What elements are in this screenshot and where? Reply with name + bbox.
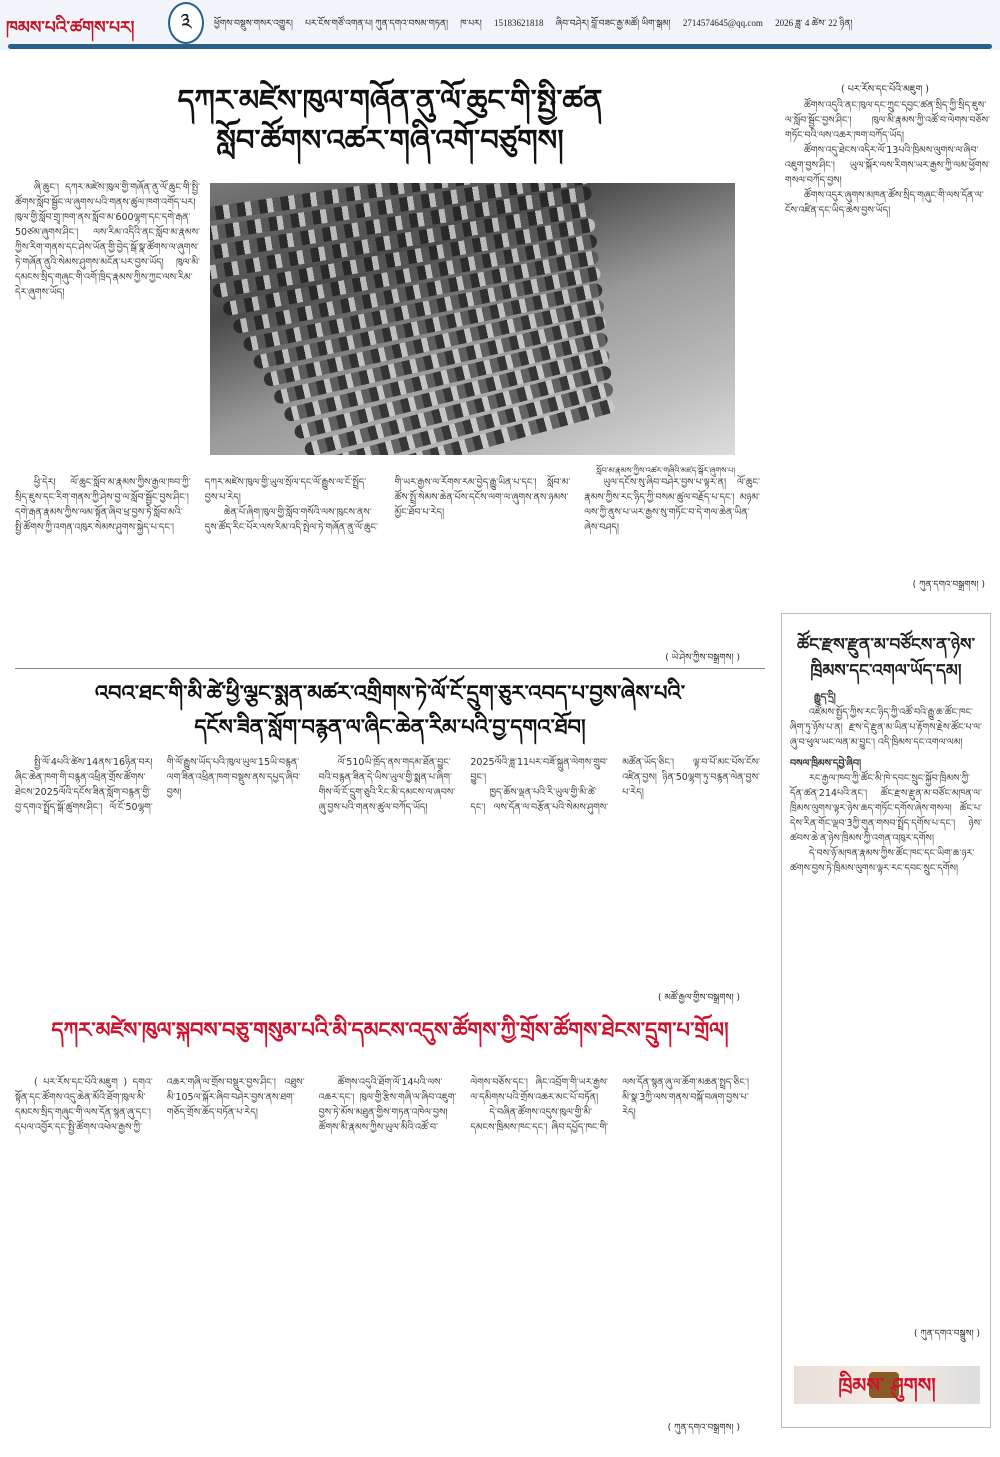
phone: 15183621818 bbox=[494, 18, 544, 28]
paragraph: ཆེན་པོ་ཞིག་ཁུལ་གྱི་སློབ་གསོའི་ལས་ཁུངས་ནས་དུས་ཚོད་རིང་པོར་ལས་རིམ་འདི་སྤེལ་ཏེ་གཞོན་ནུ་ལོ་ཆུང་གི་ཡར་རྒྱས་ལ་རོགས་རམ་བྱེད་རྒྱུ་ཡིན་པ་དང་། སློབ་མ་ཚོས་སྤྲོ་སེམས་ཆེན་པོས་དངོས་ལག་ལ་ཞུགས་ནས་ཉམས་མྱོང་ཐོབ་པ་རེད། bbox=[204, 477, 571, 533]
paragraph: ཚོགས་འདུར་ཞུགས་མཁན་ཚོས་སྲིད་གཞུང་གི་ལས་དོན་ལ་ངོས་འཛིན་དང་ཡིད་ཆེས་བྱས་ཡོད། bbox=[785, 190, 984, 216]
article3-body bbox=[15, 1075, 760, 1415]
paragraph: ལོ་510ཡི་ཁྲོད་ནས་གདམ་ཐོན་བྱུང་བའི་བརྙན་ཟིན་དེ་ཡིས་ཡུལ་གྱི་སྨན་པ་ཞིག་གིས་ལོ་ངོ་དྲུག་ཅུའི་རིང་མི་དམངས་ལ་ཞབས་ཞུ་བྱས་པའི་གནས་ཚུལ་བཀོད་ཡོད། 2025ལོའི་ཟླ་11པར་བཟོ་སྐྲུན་ལེགས་གྲུབ་བྱུང་། bbox=[318, 757, 608, 813]
answer-label: བསལ་ཁྲིམས་དབྱེ་ཞིབ། bbox=[790, 758, 862, 769]
sidebar-source: ( ཀུན་དགའ་བསྒྲགས། ) bbox=[912, 580, 985, 590]
sidebar-continued-label: ( པར་ཪོས་དང་པོའི་མཇུག ) bbox=[841, 84, 929, 95]
box-title bbox=[782, 632, 990, 684]
banner-text: ཁྲིམས་ ཤུགས། bbox=[838, 1373, 936, 1397]
box-source: ( ཀུན་དགའ་བསྒྲུས། ) bbox=[914, 1329, 980, 1339]
article1-source: ( ཡེ་ཤེས་ཀྱིས་བསྒྲགས། ) bbox=[665, 653, 740, 663]
students-photo bbox=[210, 183, 735, 455]
article3-headline: དཀར་མཛེས་ཁུལ་སྐབས་བཅུ་གསུམ་པའི་མི་དམངས་འདུས་ཚོགས་ཀྱི་གྲོས་ཚོགས་ཐེངས་དྲུག་པ་གྲོལ། bbox=[51, 1018, 729, 1042]
title-line: ཚོང་རྫས་རྫུན་མ་བཙོངས་ན་ཉེས་ bbox=[796, 635, 976, 655]
paragraph: ཞི་ཆུང་། དཀར་མཛེས་ཁུལ་གྱི་གཞོན་ནུ་ལོ་ཆུང་གི་སྤྱི་ཚོགས་སློབ་སྦྱོང་ལ་ཞུགས་པའི་གནས་ཚུལ་ཁག་འགོད་པར། ཁུལ་གྱི་སློབ་གྲྭ་ཁག་ནས་སློབ་མ་600ལྷག་དང་དགེ་རྒན་50ཙམ་ཞུགས་ཤིང་། ལས་རིམ་འདིའི་ནང་སློབ་མ་རྣམས་ཀྱིས་རིག་གནས་དང་ཤེས་ཡོན་གྱི་བྱེད་སྒོ་སྣ་ཚོགས་ལ་ཞུགས་ཏེ་གཞོན་ནུའི་སེམས་ཤུགས་མངོན་པར་བྱས་ཡོད། ཁུལ་མི་དམངས་སྲིད་གཞུང་གི་འགོ་ཁྲིད་རྣམས་ཀྱིས་ཀྱང་ལས་རིམ་དེར་ཞུགས་ཡོད། bbox=[15, 182, 200, 298]
newspaper-logo: ཁམས་པའི་ཚགས་པར། bbox=[6, 18, 135, 38]
article2-source: ( མཚོ་རྒྱལ་གྱིས་བསྒྲགས། ) bbox=[657, 993, 740, 1003]
editor-info: པར་ངོས་གཙོ་འགན་པ། ཀུན་དགའ་བསམ་གཏན། bbox=[305, 18, 448, 28]
paragraph: ཁྱད་ཆོས་ལྡན་པའི་རི་ཡུལ་གྱི་མི་ཚེ་དང་། ལས་དོན་ལ་བརྩོན་པའི་སེམས་ཤུགས་མཚོན་ཡོད་ཅིང་། ལྟ་བ་པོ་མང་པོས་ངོས་འཛིན་བྱས། ཉིན་50ལྷག་ཏུ་བརྙན་ལེན་བྱས་པ་རེད། bbox=[470, 757, 760, 813]
paragraph: དེ་བས་ཉོ་མཁན་རྣམས་ཀྱིས་ཚོང་ཁང་དང་ཡིག་ཆ་ཉར་ཚགས་བྱས་ཏེ་ཁྲིམས་ལུགས་ལྟར་རང་དབང་སྲུང་དགོས། bbox=[790, 848, 975, 874]
question-label: རྒྱུད་དྲི། bbox=[814, 692, 836, 703]
article1-headline bbox=[20, 80, 760, 160]
paragraph: ( པར་ཪོས་དང་པོའི་མཇུག ) དགའ་སྟོན་དང་ཚོགས་འདུ་ཆེན་མོའི་ཐོག་ཁུལ་མི་དམངས་སྲིད་གཞུང་གི་ལས་དོན་སྙན་ཞུ་དང་། དཔལ་འབྱོར་དང་སྤྱི་ཚོགས་འཕེལ་རྒྱས་ཀྱི་འཆར་གཞི་ལ་གྲོས་བསྡུར་བྱས་ཤིང་། འཐུས་མི་105ལ་སྐོར་ཞིབ་བཤེར་བྱས་ནས་ཐག་གཅོད་གྲོས་ཆོད་བཏོན་པ་རེད། bbox=[15, 1077, 305, 1133]
title-line: ཁྲིམས་དང་འགལ་ཡོད་དམ། bbox=[810, 661, 962, 681]
issue-date: 2026 ཟླ་ 4 ཚེས་ 22 ཉིན། bbox=[775, 18, 853, 28]
header-rule bbox=[8, 44, 992, 49]
headline-line: སློབ་ཚོགས་འཚར་གཞི་འགོ་བཙུགས། bbox=[216, 123, 564, 157]
page-number: ༣ bbox=[168, 2, 204, 44]
paragraph: ཚོགས་འདུ་ཐེངས་འདིར་ལོ་13པའི་ཁྲིམས་ལུགས་ལ་ཞིབ་འཇུག་བྱས་ཤིང་། ཡུལ་སྐོར་ལས་རིགས་ཡར་རྒྱས་ཀྱི་ལམ་ཕྱོགས་གསལ་བཀོད་བྱས། bbox=[785, 145, 990, 186]
header-meta bbox=[214, 14, 862, 39]
paragraph: རང་རྒྱལ་ཁབ་ཀྱི་ཚོང་མི་ཁེ་དབང་སྲུང་སྐྱོབ་ཁྲིམས་ཀྱི་དོན་ཚན་214པའི་ནང་། ཚོང་རྫས་རྫུན་མ་བཙོང་མཁན་ལ་ཁྲིམས་ལུགས་ལྟར་ཉེས་ཆད་གཏོང་དགོས་ཞེས་གསལ། ཚོང་པ་དེས་རིན་གོང་ལྡབ་3ཀྱི་གུན་གསབ་སྤྲོད་དགོས་པ་དང་། ཉེས་ཚབས་ཆེ་ན་ཉེས་ཁྲིམས་ཀྱི་འགན་འཁུར་དགོས། bbox=[790, 773, 982, 844]
phone-label: ཁ་པར། bbox=[460, 18, 482, 28]
paragraph: ཡུལ་དངོས་སུ་ཞིབ་བཤེར་བྱས་པ་ལྟར་ན། ལོ་ཆུང་རྣམས་ཀྱིས་རང་ཉིད་ཀྱི་བསམ་ཚུལ་བརྗོད་པ་དང་། མཉམ་ལས་ཀྱི་ནུས་པ་ཡར་རྒྱས་སུ་གཏོང་བ་དེ་གལ་ཆེན་ཡིན་ཞེས་བཤད། bbox=[584, 477, 760, 533]
paragraph: ཚོགས་འདུའི་ནང་ཁུལ་དང་ཀྲུང་དབྱང་ཚན་སྲིད་ཀྱི་སྲིད་ཇུས་ལ་སློབ་སྦྱོང་བྱས་ཤིང་། ཁུལ་མི་རྣམས་ཀྱི་འཚོ་བ་ལེགས་བཅོས་གཏོང་བའི་ལས་འཆར་ཁག་བཀོད་ཡོད། bbox=[785, 100, 990, 141]
paragraph: སྤྱི་ལོ་4པའི་ཚེས་14ནས་16ཉིན་བར། ཞིང་ཆེན་ཁག་གི་བརྙན་འཕྲིན་གྲོས་ཚོགས་ཐེངས་2025ལོའི་དངོས་ཟིན་སློག་བརྙན་གྱི་བྱ་དགའ་སྤྲོད་སྒོ་ཚུགས་ཤིང་། ལོ་ངོ་50ལྷག་གི་ལོ་རྒྱུས་ཡོད་པའི་ཁུལ་ཡུལ་15ཡི་བརྙན་ལག་ཟིན་འཕྲིན་ཁག་བསྡུས་ནས་དཔྱད་ཞིབ་བྱས། bbox=[15, 757, 301, 813]
paragraph: ཚོགས་འདུའི་ཐོག་ལོ་14པའི་ལས་འཆར་དང་། ཁུལ་གྱི་རྩིས་གཞི་ལ་ཞིབ་འཇུག་བྱས་ཏེ་མོས་མཐུན་གྱིས་གཏན་འཁེལ་བྱས། ཚོགས་མི་རྣམས་ཀྱིས་ཡུལ་མིའི་འཚོ་བ་ལེགས་བཅོས་དང་། ཞིང་འབྲོག་གི་ཡར་རྒྱས་ལ་དམིགས་པའི་གྲོས་འཆར་མང་པོ་བཏོན། bbox=[318, 1077, 609, 1133]
article1-lead bbox=[15, 180, 200, 460]
article1-body bbox=[15, 475, 760, 640]
headline-line: འབའ་ཐང་གི་མི་ཚེ་ཕྱི་ལྕང་སྨན་མཚར་འགྲིགས་ཏེ་ལོ་ངོ་དྲུག་ཅུར་འབད་པ་བྱས་ཞེས་པའི་ bbox=[94, 681, 686, 705]
legal-qa-box bbox=[781, 613, 991, 1428]
masthead-bar bbox=[0, 0, 1000, 50]
article2-body bbox=[15, 755, 760, 985]
headline-line: དངོས་ཟིན་སློག་བརྙན་ལ་ཞིང་ཆེན་རིམ་པའི་བྱ་དགའ་ཐོབ། bbox=[194, 715, 586, 739]
email-label: ཞིབ་བཤེར། བློ་བཟང་རྒྱ་མཚོ། ཡིག་སྒམ། bbox=[555, 18, 671, 28]
sidebar-body bbox=[785, 98, 990, 568]
divider bbox=[15, 668, 765, 669]
paragraph: ཕྱི་དེར། ལོ་ཆུང་སློབ་མ་རྣམས་ཀྱིས་རྒྱལ་ཁབ་ཀྱི་སྲིད་ཇུས་དང་རིག་གནས་ཀྱི་ཤེས་བྱ་ལ་སློབ་སྦྱོང་བྱས་ཤིང་། དགེ་རྒན་རྣམས་ཀྱིས་ལམ་སྟོན་ཞིབ་ཕྲ་བྱས་ཏེ་སློབ་མའི་སྤྱི་ཚོགས་ཀྱི་འགན་འཁུར་སེམས་ཤུགས་སྐྱེད་པ་དང་། དཀར་མཛེས་ཁུལ་གྱི་ཡུལ་སྲོལ་དང་ལོ་རྒྱུས་ལ་ངོ་སྤྲོད་བྱས་པ་རེད། bbox=[15, 477, 367, 533]
headline-line: དཀར་མཛེས་ཁུལ་གཞོན་ནུ་ལོ་ཆུང་གི་སྤྱི་ཚན bbox=[177, 83, 603, 117]
email: 2714574645@qq.com bbox=[682, 18, 763, 28]
law-banner bbox=[794, 1366, 980, 1404]
section-name: ཕྱོགས་བསྡུས་གསར་འགྱུར། bbox=[214, 18, 293, 28]
article2-headline bbox=[15, 676, 765, 744]
photo-caption: སློབ་མ་རྣམས་ཀྱིས་འཚར་གཞིའི་མཛད་སྒོར་ཞུགས་པ། bbox=[596, 466, 735, 475]
article3-source: ( ཀུན་དགའ་བསྒྲགས། ) bbox=[667, 1423, 740, 1433]
paragraph: དེ་བཞིན་ཚོགས་འདུས་ཁུལ་གྱི་མི་དམངས་ཁྲིམས་ཁང་དང་། ཞིབ་དཔྱོད་ཁང་གི་ལས་དོན་སྙན་ཞུ་ལ་ཆོག་མཆན་སྤྲད་ཅིང་། མི་སྣ་3ཀྱི་ལས་གནས་བསྐོ་བཞག་བྱས་པ་རེད། bbox=[470, 1077, 749, 1133]
paragraph: འཛོམས་སྤྱོད་ཀྱིས་རང་ཉིད་ཀྱི་འཚོ་བའི་རྒྱུ་ཆ་ཚོང་ཁང་ཞིག་ཏུ་ཉོས་པ་ན། རྫས་དེ་རྫུན་མ་ཡིན་པ་རྟོགས་རྗེས་ཚོང་པ་ལ་ཞུ་བ་ཕུལ་ཡང་ལན་མ་བྱུང་། འདི་ཁྲིམས་དང་འགལ་ལམ། bbox=[790, 707, 982, 748]
